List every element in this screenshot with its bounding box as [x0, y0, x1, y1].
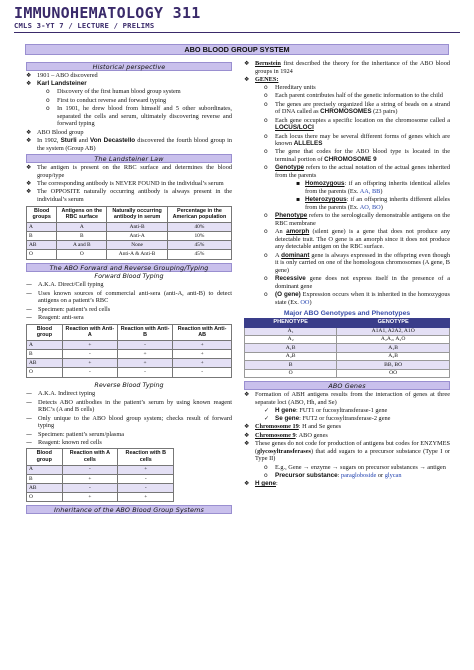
genotype-table-title: Major ABO Genotypes and Phenotypes	[283, 309, 411, 317]
list-item	[255, 464, 450, 472]
table-cell: 45%	[167, 241, 231, 250]
item-text: and	[76, 136, 90, 144]
dash-bullet-icon: —	[26, 430, 32, 438]
table-cell: A	[57, 222, 107, 231]
reverse-list	[26, 390, 232, 446]
table-header: Reaction with B cells	[118, 449, 174, 465]
list-item	[26, 399, 232, 414]
item-text: Expression occurs when it is inherited in the homozygous state (Ex.	[275, 291, 450, 306]
list-item	[255, 117, 450, 132]
section-inheritance: Inheritance of the ABO Blood Group Systems	[26, 505, 232, 514]
table-row	[27, 368, 232, 377]
diamond-bullet-icon: ❖	[244, 431, 250, 439]
table-cell: B	[27, 232, 57, 241]
table-row	[27, 474, 174, 483]
item-text: Detects ABO antibodies in the patient’s serum by using known reagent RBC’s (A and B cells)	[38, 398, 232, 414]
table-cell: A	[27, 222, 57, 231]
section-abo-genes: ABO Genes	[244, 381, 450, 390]
list-item	[37, 88, 232, 96]
diamond-bullet-icon: ❖	[26, 128, 32, 136]
table-row	[27, 465, 174, 474]
item-text: GENES:	[255, 75, 279, 83]
item-text: The antigen is present on the RBC surface and determines the blood group/type	[37, 164, 232, 179]
item-text: First to conduct reverse and forward typing	[57, 96, 167, 104]
circle-bullet-icon: o	[264, 84, 268, 92]
section-forward-reverse: The ABO Forward and Reverse Grouping/Typing	[26, 263, 232, 272]
diamond-bullet-icon: ❖	[244, 439, 250, 447]
table-cell: +	[118, 493, 174, 502]
table-header: Reaction with Anti-AB	[173, 324, 232, 340]
genotype-table	[244, 318, 450, 378]
item-text: Formation of ABH antigens results from the interaction of genes at three separate loci (ABO, Hh, and Se)	[255, 391, 450, 406]
circle-bullet-icon: o	[264, 116, 268, 124]
table-cell: -	[62, 484, 118, 493]
table-cell: -	[118, 484, 174, 493]
table-header: Blood group	[27, 324, 63, 340]
dash-bullet-icon: —	[26, 305, 32, 313]
item-text: (O gene)	[275, 291, 301, 299]
item-text: Recessive	[275, 275, 306, 283]
table-header: Reaction with A cells	[62, 449, 118, 465]
table-header: Antigens on the RBC surface	[57, 206, 107, 222]
section-landsteiner-law: The Landsteiner Law	[26, 154, 232, 163]
check-bullet-icon: ✓	[264, 406, 270, 414]
table-row	[27, 350, 232, 359]
table-cell: +	[62, 474, 118, 483]
item-text: A.K.A. Indirect typing	[38, 390, 96, 398]
table-cell: O	[57, 250, 107, 259]
item-text: E.g., Gene → enzyme → sugars on precursor substances → antigen	[275, 463, 446, 471]
header-subtitle: CMLS 3-YT 7 / LECTURE / PRELIMS	[14, 21, 155, 30]
item-text: The genes are precisely organized like a string of beads on a strand of DNA called as	[275, 100, 450, 116]
item-text: The OPPOSITE naturally occurring antibody is always present in the individual’s serum	[37, 188, 232, 204]
square-bullet-icon: ▪	[296, 196, 301, 204]
table-cell: +	[117, 359, 172, 368]
item-text: first described the theory for the inheritance of the ABO blood groups in 1924	[255, 60, 450, 75]
list-item	[244, 60, 450, 75]
circle-bullet-icon: o	[46, 104, 50, 112]
item-text: : FUT2 or fucosyltransferase-2 gene	[299, 415, 391, 423]
item-text: Heterozygous	[305, 196, 347, 204]
sub-list	[255, 464, 450, 480]
item-text: Homozygous	[305, 180, 345, 188]
item-text: These genes do not code for production of antigens but codes for ENZYMES (	[255, 439, 450, 455]
table-cell: +	[62, 493, 118, 502]
table-cell: A₁B	[245, 344, 337, 352]
item-text: Only unique to the ABO blood group system; checks result of forward typing	[38, 414, 232, 430]
table-row	[245, 344, 450, 352]
table-cell: Anti-A & Anti-B	[107, 250, 168, 259]
table-cell: +	[117, 350, 172, 359]
list-item	[26, 80, 232, 128]
item-text: The corresponding antibody is NEVER FOUND in the individual’s serum	[37, 180, 224, 188]
table-header: Percentage in the American population	[167, 206, 231, 222]
list-item	[255, 275, 450, 290]
table-row	[27, 484, 174, 493]
table-cell: -	[173, 368, 232, 377]
diamond-bullet-icon: ❖	[244, 75, 250, 83]
table-cell: A₂	[245, 336, 337, 344]
item-text: ALLELES	[293, 140, 323, 148]
table-cell: OO	[337, 369, 450, 377]
list-item	[244, 391, 450, 423]
item-text: ABO Blood group	[37, 128, 84, 136]
list-item	[255, 252, 450, 275]
list-item	[255, 291, 450, 306]
circle-bullet-icon: o	[264, 164, 268, 172]
list-item	[244, 76, 450, 307]
dash-bullet-icon: —	[26, 438, 32, 446]
diamond-bullet-icon: ❖	[244, 480, 250, 488]
item-text: Each locus there may be several different forms of genes which are known	[275, 132, 450, 148]
header-rule	[14, 32, 460, 33]
table-row	[245, 336, 450, 344]
item-text: gene is always expressed in the offspring even though it is only carried on one of the homologous chromosomes (A gene, B gene)	[275, 251, 450, 274]
item-text: Phenotype	[275, 212, 308, 220]
item-text: LOCUS/LOCI	[275, 124, 314, 132]
item-text: )	[380, 187, 383, 195]
table-cell: O	[245, 369, 337, 377]
list-item	[244, 423, 450, 431]
diamond-bullet-icon: ❖	[244, 423, 250, 431]
item-text: :	[337, 471, 341, 479]
dash-bullet-icon: —	[26, 398, 32, 406]
list-item	[255, 92, 450, 100]
table-cell: A₂B	[245, 352, 337, 360]
table-header: Naturally occurring antibody in serum	[107, 206, 168, 222]
diamond-bullet-icon: ❖	[26, 164, 32, 172]
item-text: Specimen: patient’s serum/plasma	[38, 430, 125, 438]
item-text: glycan	[384, 471, 402, 479]
table-cell: +	[62, 359, 117, 368]
table-cell: AB	[27, 241, 57, 250]
header-title: IMMUNOHEMATOLOGY 311	[14, 4, 201, 22]
table-header: GENOTYPE	[337, 318, 450, 327]
table-cell: -	[117, 368, 172, 377]
abo-genes-list	[244, 391, 450, 488]
table-cell: B	[245, 361, 337, 369]
list-item	[255, 164, 450, 211]
item-text: )	[380, 203, 383, 211]
list-item	[26, 137, 232, 152]
circle-bullet-icon: o	[264, 92, 268, 100]
circle-bullet-icon: o	[264, 212, 268, 220]
table-cell: None	[107, 241, 168, 250]
item-text: Von Decastello	[89, 136, 136, 144]
table-row	[245, 352, 450, 360]
item-text: CHROMOSOME 9	[324, 156, 377, 164]
circle-bullet-icon: o	[264, 228, 268, 236]
table-cell: O	[27, 493, 63, 502]
list-item	[26, 306, 232, 314]
table-cell: O	[27, 368, 63, 377]
table-cell: 40%	[167, 222, 231, 231]
table-cell: +	[173, 359, 232, 368]
item-text: : if an offspring inherits different alleles from the parents (Ex.	[305, 196, 450, 211]
table-cell: 10%	[167, 232, 231, 241]
item-text: : FUT1 or fucosyltransferase-1 gene	[296, 406, 388, 414]
table-cell: B	[57, 232, 107, 241]
circle-bullet-icon: o	[264, 471, 268, 479]
item-text: Sturli	[60, 136, 77, 144]
table-cell: -	[117, 340, 172, 349]
item-text: discovered the fourth blood group in the system (Group AB)	[37, 136, 232, 152]
table-row	[245, 361, 450, 369]
circle-bullet-icon: o	[264, 291, 268, 299]
item-text: In 1901, he drew blood from himself and 5 other subordinates, separated the cells and serum, ultimately discovering reverse and forward typing	[57, 104, 232, 128]
table-cell: BB, BO	[337, 361, 450, 369]
item-text: AA, BB	[359, 187, 381, 195]
item-text: The gene that codes for the ABO blood type is located in the terminal portion of	[275, 148, 450, 164]
forward-typing-title: Forward Blood Typing	[94, 271, 164, 280]
item-text: Bernstein	[255, 60, 281, 67]
item-text: )	[309, 298, 312, 306]
circle-bullet-icon: o	[264, 275, 268, 283]
table-cell: +	[62, 340, 117, 349]
table-cell: A₁B	[337, 344, 450, 352]
table-cell: -	[62, 368, 117, 377]
item-text: ) that add sugars to a precursor substance (Type I or Type II)	[255, 447, 450, 463]
table-cell: -	[62, 465, 118, 474]
circle-bullet-icon: o	[264, 148, 268, 156]
table-cell: Anti-B	[107, 222, 168, 231]
list-item	[26, 431, 232, 439]
list-item	[244, 480, 450, 488]
list-item	[26, 390, 232, 398]
item-text: Precursor substance	[275, 471, 338, 479]
item-text: dominant	[281, 251, 310, 259]
dash-bullet-icon: —	[26, 414, 32, 422]
right-column	[244, 60, 450, 488]
list-item	[255, 101, 450, 116]
item-text: : H and Se genes	[298, 423, 342, 431]
item-text: A	[275, 251, 282, 259]
list-item	[26, 314, 232, 322]
item-text: :	[276, 480, 278, 488]
item-text: or	[376, 471, 385, 479]
reverse-typing-table	[26, 448, 174, 502]
table-cell: A₂B	[337, 352, 450, 360]
table-row	[27, 359, 232, 368]
list-item	[26, 290, 232, 305]
list-item	[26, 72, 232, 80]
item-text: OO	[300, 298, 310, 306]
list-item	[26, 439, 232, 447]
item-text: AO, BO	[359, 203, 381, 211]
table-cell: +	[173, 340, 232, 349]
table-row	[27, 241, 232, 250]
list-item	[255, 407, 450, 415]
table-row	[27, 340, 232, 349]
table-cell: O	[27, 250, 57, 259]
list-item	[26, 164, 232, 179]
landsteiner-table	[26, 206, 232, 260]
table-cell: A₂A₂, A₂O	[337, 336, 450, 344]
item-text: Reagent: known red cells	[38, 438, 102, 446]
section-historical-perspective: Historical perspective	[26, 62, 232, 71]
circle-bullet-icon: o	[46, 96, 50, 104]
table-cell: AB	[27, 359, 63, 368]
list-item	[255, 472, 450, 480]
table-header: Reaction with Anti-A	[62, 324, 117, 340]
table-row	[27, 493, 174, 502]
list-item	[37, 97, 232, 105]
table-row	[245, 327, 450, 335]
circle-bullet-icon: o	[264, 100, 268, 108]
table-cell: A1A1, A2A2, A1O	[337, 327, 450, 335]
list-item	[255, 415, 450, 423]
item-text: In 1902,	[37, 136, 61, 144]
item-text: Hereditary units	[275, 84, 316, 92]
item-text: : ABO genes	[295, 431, 328, 439]
list-item	[26, 415, 232, 430]
item-text: Each parent contributes half of the genetic information to the child	[275, 92, 443, 100]
table-header: PHENOTYPE	[245, 318, 337, 327]
item-text: (23 pairs)	[371, 108, 398, 116]
dash-bullet-icon: —	[26, 289, 32, 297]
circle-bullet-icon: o	[46, 88, 50, 96]
item-text: Chromosome 19	[255, 423, 299, 431]
sub-list	[37, 88, 232, 128]
item-text: 1901 – ABO discovered	[37, 72, 98, 79]
item-text: Karl Landsteiner	[37, 80, 87, 88]
table-cell: 45%	[167, 250, 231, 259]
list-item	[255, 148, 450, 163]
list-item	[275, 196, 450, 211]
table-row	[245, 369, 450, 377]
item-text: Each gene occupies a specific location on the chromosome called a	[275, 116, 450, 124]
list-item	[26, 180, 232, 188]
circle-bullet-icon: o	[264, 251, 268, 259]
left-column	[26, 60, 232, 515]
list-item	[244, 440, 450, 479]
table-cell: AB	[27, 484, 63, 493]
item-text: refers to the serologically demonstrable antigens on the RBC membrane	[275, 212, 450, 227]
check-bullet-icon: ✓	[264, 415, 270, 423]
table-cell: A	[27, 465, 63, 474]
table-header: Blood group	[27, 449, 63, 465]
item-text: Uses known sources of commercial anti-sera (anti-A, anti-B) to detect antigens on a patient’s RBC	[38, 289, 232, 305]
item-text: glycosyltransferases	[257, 447, 311, 455]
diamond-bullet-icon: ❖	[26, 180, 32, 188]
diamond-bullet-icon: ❖	[26, 72, 32, 79]
table-cell: +	[173, 350, 232, 359]
table-row	[27, 232, 232, 241]
historical-list	[26, 72, 232, 152]
table-header: Blood groups	[27, 206, 57, 222]
item-text: H gene	[275, 406, 296, 414]
list-item	[26, 281, 232, 289]
list-item	[37, 105, 232, 128]
item-text: Chromosome 9	[255, 431, 296, 439]
table-cell: Anti-A	[107, 232, 168, 241]
item-text: CHROMOSOMES	[320, 108, 372, 116]
item-text: A.K.A. Direct/Cell typing	[38, 281, 104, 289]
diamond-bullet-icon: ❖	[26, 136, 32, 144]
list-item	[26, 129, 232, 137]
list-item	[255, 84, 450, 92]
list-item	[255, 133, 450, 148]
table-cell: -	[118, 474, 174, 483]
item-text: An	[275, 228, 287, 236]
diamond-bullet-icon: ❖	[244, 391, 250, 399]
law-list	[26, 164, 232, 204]
dash-bullet-icon: —	[26, 390, 32, 398]
forward-typing-table	[26, 324, 232, 378]
table-row	[27, 250, 232, 259]
table-cell: +	[118, 465, 174, 474]
table-cell: A	[27, 340, 63, 349]
item-text: (silent gene) is a gene that does not produce any detectable trait. The O gene is an amorph since it does not produce any detectable antigen on the RBC surface.	[275, 228, 450, 251]
item-text: Se gene	[275, 415, 300, 423]
sub-list	[255, 84, 450, 306]
item-text: paragloboside	[340, 471, 377, 479]
table-cell: B	[27, 350, 63, 359]
circle-bullet-icon: o	[264, 463, 268, 471]
forward-list	[26, 281, 232, 321]
list-item	[255, 228, 450, 251]
genetics-list	[244, 60, 450, 307]
table-cell: B	[27, 474, 63, 483]
table-cell: A and B	[57, 241, 107, 250]
item-text: Genotype	[275, 164, 305, 172]
list-item	[255, 212, 450, 227]
sub-list	[255, 407, 450, 423]
list-item	[244, 432, 450, 440]
item-text: H gene	[255, 480, 276, 488]
table-cell: A₁	[245, 327, 337, 335]
diamond-bullet-icon: ❖	[244, 60, 250, 67]
list-item	[275, 180, 450, 195]
diamond-bullet-icon: ❖	[26, 80, 32, 88]
item-text: : if an offspring inherits identical alleles from the parents (Ex.	[305, 180, 450, 195]
dash-bullet-icon: —	[26, 281, 32, 289]
dash-bullet-icon: —	[26, 313, 32, 321]
item-text: refers to the actual notation of the actual genes inherited from the parents	[275, 164, 450, 180]
item-text: amorph	[286, 228, 310, 236]
item-text: Discovery of the first human blood group system	[57, 88, 181, 96]
table-header: Reaction with Anti-B	[117, 324, 172, 340]
sub-list	[275, 180, 450, 211]
circle-bullet-icon: o	[264, 132, 268, 140]
item-text: gene does not express itself in the presence of a dominant gene	[275, 275, 450, 290]
list-item	[26, 188, 232, 203]
main-banner: ABO BLOOD GROUP SYSTEM	[25, 44, 449, 55]
table-cell: -	[62, 350, 117, 359]
square-bullet-icon: ▪	[296, 180, 301, 188]
table-row	[27, 222, 232, 231]
item-text: Specimen: patient’s red cells	[38, 305, 111, 313]
diamond-bullet-icon: ❖	[26, 188, 32, 196]
item-text: Reagent: anti-sera	[38, 313, 84, 321]
reverse-typing-title: Reverse Blood Typing	[94, 380, 164, 389]
